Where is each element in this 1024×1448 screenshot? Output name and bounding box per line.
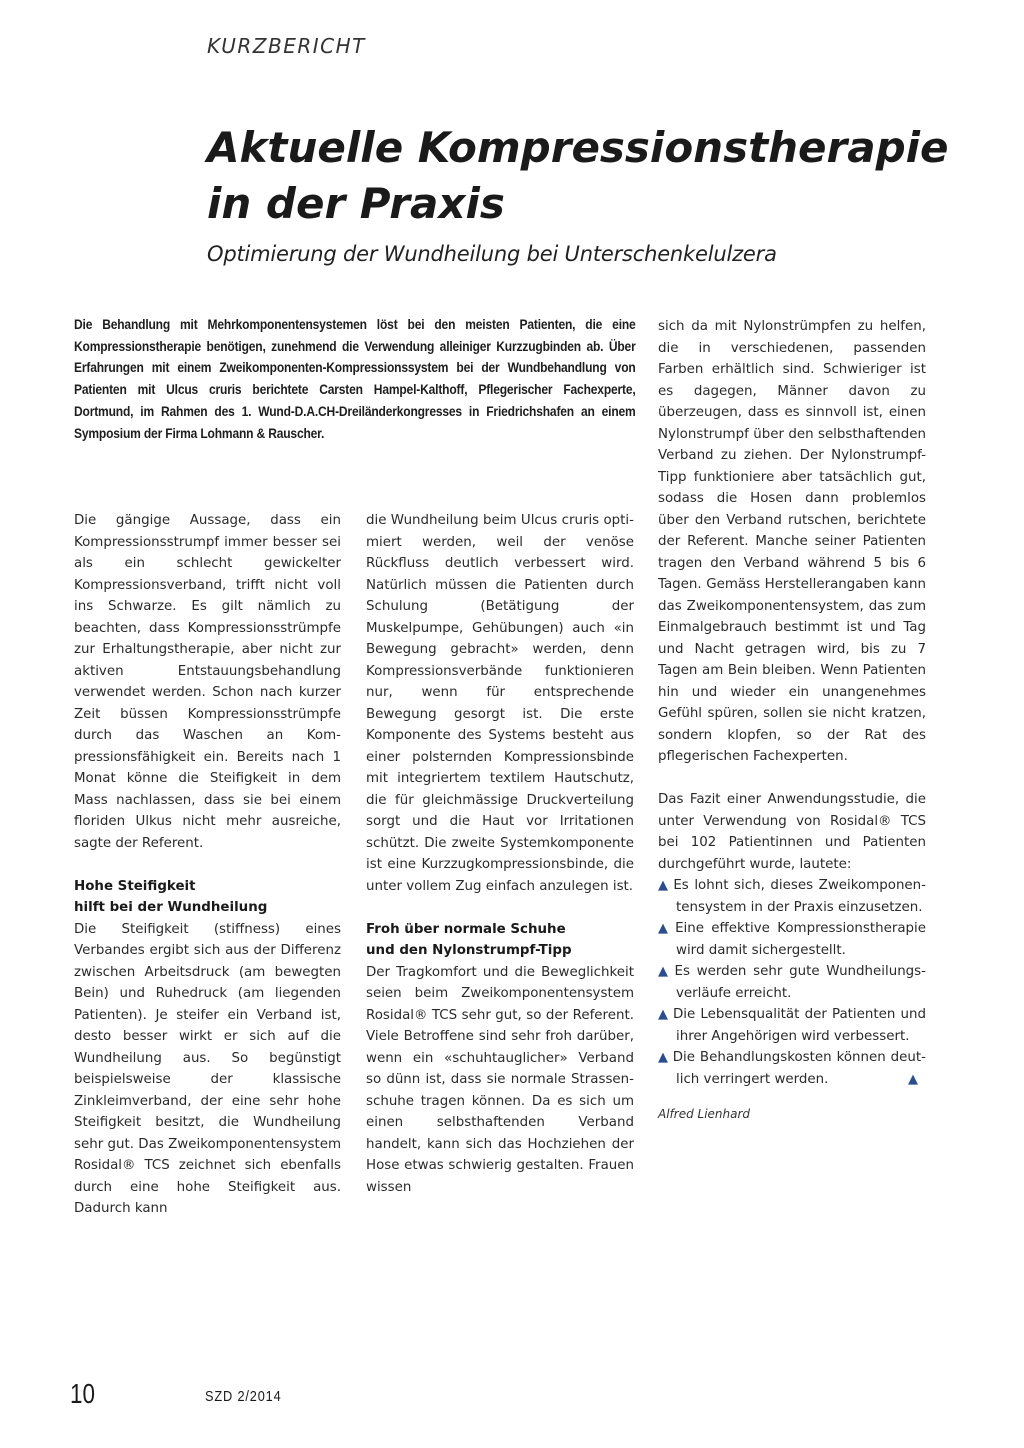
- triangle-bullet-icon: ▲: [658, 1007, 669, 1022]
- section-label: KURZBERICHT: [207, 34, 366, 58]
- list-item-text: Eine effektive Kompressionstherapie wird damit sichergestellt.: [675, 921, 926, 958]
- triangle-bullet-icon: ▲: [658, 1050, 669, 1065]
- list-item: [658, 1004, 926, 1047]
- col3-paragraph-1: sich da mit Nylonstrümpfen zu helfen, die in verschiedenen, passenden Farben erhältlich sind. Schwieriger ist es dagegen, Männer davon zu überzeugen, dass es sinnvoll ist, einen Nylonstrumpf über den selbsthaftenden Verband zu ziehen. Der Nylonstrumpf-Tipp funktioniere aber tatsächlich gut, sodass die Hosen dann problemlos über den Verband rutschen, berichtete der Referent. Manche seiner Patienten tragen den Verband während 5 bis 6 Tagen. Gemäss Herstellerangaben kann das Zweikomponentensystem, das zum Einmalgebrauch bestimmt ist und Tag und Nacht getragen wird, bis zu 7 Tagen am Bein bleiben. Wenn Patienten hin und wieder ein unangenehmes Gefühl spüren, sollen sie nicht kratzen, sondern klopfen, so der Rat des pflegerischen Fachexperten.: [658, 319, 926, 764]
- conclusion-list: [658, 875, 926, 1090]
- article-subtitle: Optimierung der Wundheilung bei Unterschenkelulzera: [207, 242, 777, 266]
- author-name: Alfred Lienhard: [658, 1107, 751, 1121]
- col2-subheading-line-1: Froh über normale Schuhe: [366, 921, 566, 937]
- col1-subheading: [74, 876, 341, 919]
- paragraph-gap: [658, 768, 926, 790]
- list-item-text: Es werden sehr gute Wundheilungsverläufe erreicht.: [674, 964, 927, 1001]
- col2-paragraph-2: Der Tragkomfort und die Beweglichkeit seien beim Zweikomponentensystem Rosidal® TCS sehr gut, so der Referent. Viele Betroffene sind sehr froh darüber, wenn ein «schuhtauglicher» Verband so dünn ist, dass sie normale Strassenschuhe tragen können. Da es sich um einen selbsthaftenden Verband handelt, kann sich das Hochziehen der Hose etwas schwierig gestalten. Frauen wissen: [366, 964, 634, 1195]
- col3-paragraph-2: Das Fazit einer Anwendungsstudie, die unter Verwendung von Rosidal® TCS bei 102 Patientinnen und Patienten durchgeführt wurde, lautete:: [658, 792, 926, 872]
- list-item: [658, 961, 926, 1004]
- article-title: [207, 120, 967, 232]
- col2-subheading-line-2: und den Nylonstrumpf-Tipp: [366, 943, 572, 958]
- list-item-text: Die Behandlungskosten können deutlich verringert werden.: [672, 1050, 927, 1087]
- triangle-bullet-icon: ▲: [658, 964, 671, 979]
- col1-subheading-line-2: hilft bei der Wundheilung: [74, 900, 268, 915]
- title-line-2: in der Praxis: [207, 179, 505, 228]
- column-1: [74, 510, 341, 1220]
- list-item: [658, 875, 926, 918]
- list-item-text: Die Lebensqualität der Patienten und ihrer Angehörigen wird verbessert.: [672, 1007, 927, 1044]
- triangle-bullet-icon: ▲: [658, 878, 670, 893]
- column-2: [366, 510, 634, 1198]
- triangle-bullet-icon: ▲: [658, 921, 672, 936]
- list-item-text: Es lohnt sich, dieses Zweikomponentensystem in der Praxis einzusetzen.: [673, 878, 927, 915]
- col2-subheading: [366, 919, 634, 962]
- column-3: [658, 316, 926, 1126]
- lead-paragraph: Die Behandlung mit Mehrkomponentensystemen löst bei den meisten Patienten, die eine Kompressionstherapie benötigen, zunehmend die Verwendung alleiniger Kurzzugbinden ab. Über Erfahrungen mit einem Zweikomponenten-Kompressionssystem bei der Wundbehandlung von Patienten mit Ulcus cruris berichtete Carsten Hampel-Kalthoff, Pflegerischer Fachexperte, Dortmund, im Rahmen des 1. Wund-D.A.CH-Dreiländerkongresses in Friedrichshafen an einem Symposium der Firma Lohmann & Rauscher.: [74, 316, 636, 441]
- col1-paragraph-2: Die Steifigkeit (stiffness) eines Verbandes ergibt sich aus der Differenz zwischen Arbeitsdruck (am bewegten Bein) und Ruhedruck (am liegenden Patienten). Je steifer ein Verband ist, desto besser wirkt er sich auf die Wundheilung aus. So begünstigt beispielsweise der klassische Zinkleimverband, der eine sehr hohe Steifigkeit besitzt, die Wundheilung sehr gut. Das Zweikomponentensystem Rosidal® TCS zeichnet sich ebenfalls durch eine hohe Steifigkeit aus. Dadurch kann: [74, 921, 341, 1216]
- list-item: ▲ Die Behandlungskosten können deutlich verringert werden. ▲: [658, 1050, 927, 1087]
- list-item: [658, 918, 926, 961]
- issue-label: SZD 2/2014: [205, 1388, 282, 1405]
- page-number: 10: [70, 1378, 95, 1409]
- col2-paragraph-1: die Wundheilung beim Ulcus cruris optimiert werden, weil der venöse Rückfluss deutlich verbessert wird. Natürlich müssen die Patienten durch Schulung (Betätigung der Muskelpumpe, Gehübungen) auch «in Bewegung gebracht» werden, denn Kompressionsverbände funktionieren nur, wenn für entsprechende Bewegung gesorgt ist. Die erste Komponente des Systems besteht aus einer polsternden Kompressionsbinde mit integriertem textilem Hautschutz, die für gleichmässige Druckverteilung sorgt und die Haut vor Irritationen schützt. Die zweite Systemkomponente ist eine Kurzzugkompressionsbinde, die unter vollem Zug einfach anzulegen ist.: [366, 513, 634, 894]
- title-line-1: Aktuelle Kompressionstherapie: [207, 123, 949, 172]
- col1-subheading-line-1: Hohe Steifigkeit: [74, 878, 196, 894]
- col1-paragraph-1: Die gängige Aussage, dass ein Kompressionsstrumpf immer besser sei als ein schlecht gewickelter Kompressionsverband, trifft nicht voll ins Schwarze. Es gilt nämlich zu beachten, dass Kompressionsstrümpfe zur Erhaltungstherapie, aber nicht zur aktiven Entstauungsbehandlung verwendet werden. Schon nach kurzer Zeit büssen Kompressionsstrümpfe durch das Waschen an Kompressionsfähigkeit ein. Bereits nach 1 Monat könne die Steifigkeit in dem Mass nachlassen, dass sie bei einem floriden Ulkus nicht mehr ausreiche, sagte der Referent.: [74, 513, 341, 851]
